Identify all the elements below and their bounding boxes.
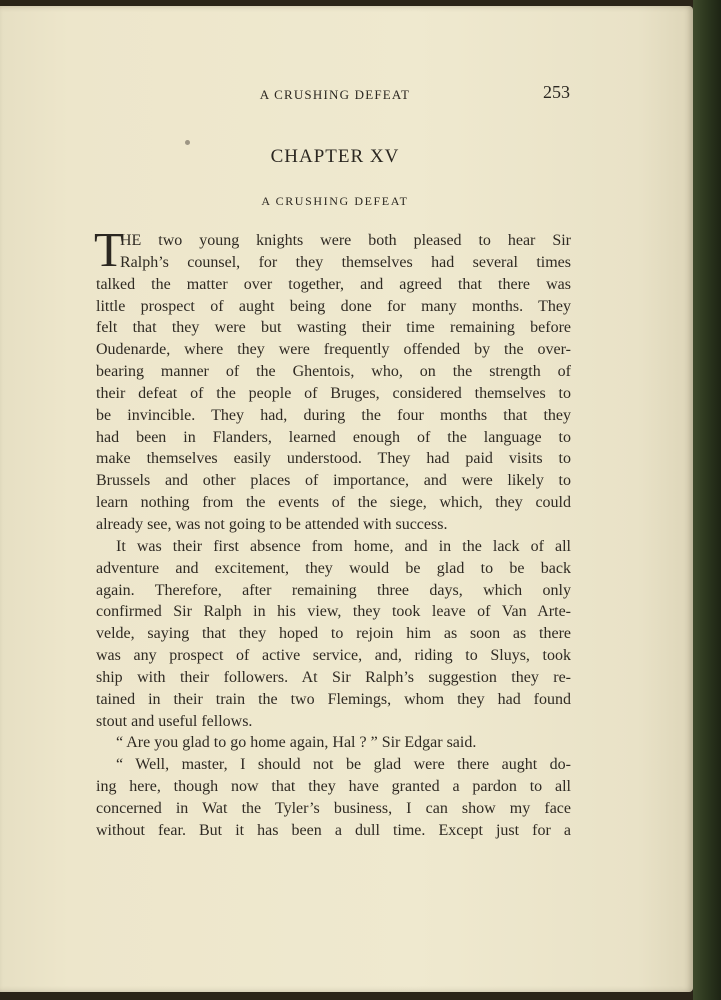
text-line: concerned in Wat the Tyler’s business, I can show my face: [96, 799, 571, 817]
text-line: ing here, though now that they have granted a pardon to all: [96, 778, 571, 796]
text-line: Brussels and other places of importance, and were likely to: [96, 472, 571, 490]
text-line: Oudenarde, where they were frequently offended by the over-: [96, 341, 571, 359]
paragraph: [94, 222, 571, 536]
book-binding-edge: [693, 0, 721, 1000]
text-line: HE two young knights were both pleased to hear Sir: [120, 232, 571, 249]
text-line: It was their first absence from home, and in the lack of all: [116, 537, 571, 555]
paragraph: [96, 732, 571, 754]
text-line: “ Are you glad to go home again, Hal ? ” Sir Edgar said.: [116, 734, 477, 752]
text-line: felt that they were but wasting their time remaining before: [96, 319, 571, 337]
text-line: velde, saying that they hoped to rejoin him as soon as there: [96, 625, 571, 643]
chapter-subtitle: A CRUSHING DEFEAT: [261, 194, 409, 208]
drop-cap: T: [94, 222, 124, 277]
chapter-title: CHAPTER XV: [270, 146, 400, 167]
text-line: Ralph’s counsel, for they themselves had several times: [120, 253, 571, 271]
page-number: 253: [543, 82, 570, 102]
text-line: their defeat of the people of Bruges, considered themselves to: [96, 384, 571, 402]
text-line: was any prospect of active service, and, riding to Sluys, took: [96, 647, 571, 665]
running-title: A CRUSHING DEFEAT: [259, 87, 411, 102]
text-line: already see, was not going to be attended with success.: [96, 515, 448, 533]
text-line: without fear. But it has been a dull time. Except just for a: [96, 821, 571, 839]
text-line: be invincible. They had, during the four months that they: [96, 406, 571, 424]
paragraph: [96, 536, 571, 733]
text-line: adventure and excitement, they would be glad to be back: [96, 559, 571, 577]
paragraph: [96, 754, 571, 841]
text-line: ship with their followers. At Sir Ralph’s suggestion they re-: [96, 668, 571, 686]
text-line: had been in Flanders, learned enough of the language to: [96, 428, 571, 446]
running-header: [96, 80, 574, 110]
text-line: tained in their train the two Flemings, whom they had found: [96, 690, 571, 708]
text-line: talked the matter over together, and agreed that there was: [96, 275, 571, 293]
text-line: make themselves easily understood. They had paid visits to: [96, 450, 571, 468]
text-line: little prospect of aught being done for many months. They: [96, 297, 571, 315]
text-line: “ Well, master, I should not be glad were there aught do-: [116, 756, 571, 774]
paper-speck: [185, 140, 190, 145]
text-line: learn nothing from the events of the siege, which, they could: [96, 494, 571, 512]
text-line: bearing manner of the Ghentois, who, on the strength of: [96, 363, 571, 381]
text-line: confirmed Sir Ralph in his view, they took leave of Van Arte-: [96, 603, 571, 621]
text-line: again. Therefore, after remaining three days, which only: [96, 581, 571, 599]
body-text: [94, 222, 571, 842]
text-line: stout and useful fellows.: [96, 712, 253, 730]
